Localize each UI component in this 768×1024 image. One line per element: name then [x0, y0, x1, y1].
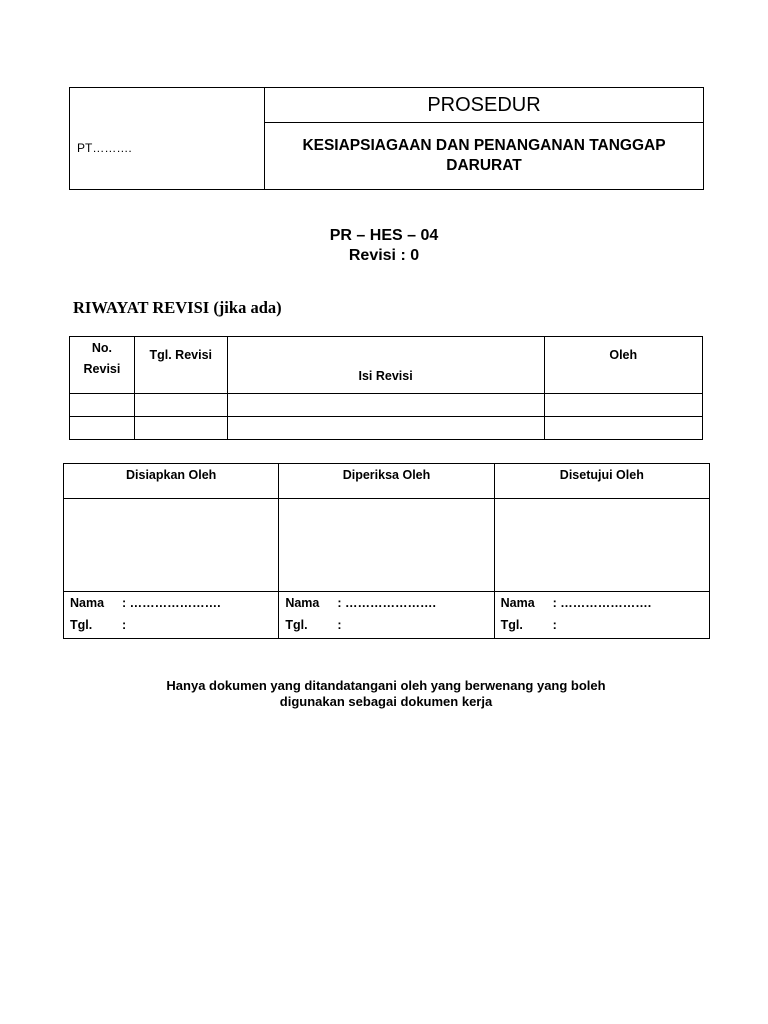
- date-field: [501, 614, 703, 636]
- date-label: Tgl.: [70, 618, 93, 632]
- document-revision: Revisi : 0: [348, 247, 420, 264]
- signature-header-row: [64, 464, 710, 499]
- name-field: [501, 592, 703, 614]
- document-code: PR – HES – 04: [329, 227, 439, 244]
- signature-space-checked: [279, 499, 494, 592]
- signature-space-prepared: [64, 499, 279, 592]
- date-field: [70, 614, 272, 636]
- footer-note-line2: digunakan sebagai dokumen kerja: [279, 694, 493, 709]
- table-cell: [227, 394, 544, 417]
- table-cell: [70, 417, 135, 440]
- name-label: Nama: [500, 596, 535, 610]
- revision-history-table: [69, 336, 703, 440]
- name-field: [70, 592, 272, 614]
- date-field: [285, 614, 487, 636]
- col-no-revisi-line2: Revisi: [83, 362, 121, 376]
- name-label: Nama: [285, 596, 320, 610]
- signature-role-approved: Disetujui Oleh: [494, 464, 709, 499]
- col-no-revisi-line1: No.: [91, 341, 112, 355]
- footer-note-line1: Hanya dokumen yang ditandatangani oleh yang berwenang yang boleh: [166, 678, 606, 693]
- signature-fields-approved: [494, 592, 709, 639]
- date-label: Tgl.: [285, 618, 308, 632]
- table-cell: [134, 394, 227, 417]
- signature-fields-row: [64, 592, 710, 639]
- signature-role-prepared: Disiapkan Oleh: [64, 464, 279, 499]
- table-cell: [544, 417, 703, 440]
- col-isi-revisi: Isi Revisi: [227, 337, 544, 394]
- name-label: Nama: [70, 596, 105, 610]
- date-value: :: [122, 618, 127, 632]
- signature-role-checked: Diperiksa Oleh: [279, 464, 494, 499]
- signature-table: [63, 463, 710, 639]
- footer-note: [0, 678, 768, 710]
- col-no-revisi: [70, 337, 135, 394]
- signature-space-approved: [494, 499, 709, 592]
- document-code-block: [0, 226, 768, 266]
- document-header: [69, 87, 704, 190]
- procedure-title: PROSEDUR: [265, 88, 704, 123]
- table-row: [70, 394, 703, 417]
- table-row: [70, 417, 703, 440]
- table-cell: [134, 417, 227, 440]
- name-value: : ………………….: [337, 596, 436, 610]
- signature-fields-prepared: [64, 592, 279, 639]
- date-value: :: [337, 618, 342, 632]
- signature-fields-checked: [279, 592, 494, 639]
- name-value: : ………………….: [552, 596, 652, 610]
- table-cell: [227, 417, 544, 440]
- procedure-subject-line2: DARURAT: [446, 157, 522, 174]
- date-value: :: [552, 618, 557, 632]
- company-name: PT……….: [70, 88, 265, 190]
- col-tgl-revisi: Tgl. Revisi: [134, 337, 227, 394]
- col-oleh: Oleh: [544, 337, 703, 394]
- revision-table-header: [70, 337, 703, 394]
- revision-history-heading: RIWAYAT REVISI (jika ada): [73, 298, 282, 317]
- date-label: Tgl.: [500, 618, 523, 632]
- table-cell: [70, 394, 135, 417]
- procedure-subject: [265, 123, 704, 190]
- name-field: [285, 592, 487, 614]
- table-cell: [544, 394, 703, 417]
- procedure-subject-line1: KESIAPSIAGAAN DAN PENANGANAN TANGGAP: [302, 137, 666, 154]
- signature-space-row: [64, 499, 710, 592]
- name-value: : ………………….: [122, 596, 221, 610]
